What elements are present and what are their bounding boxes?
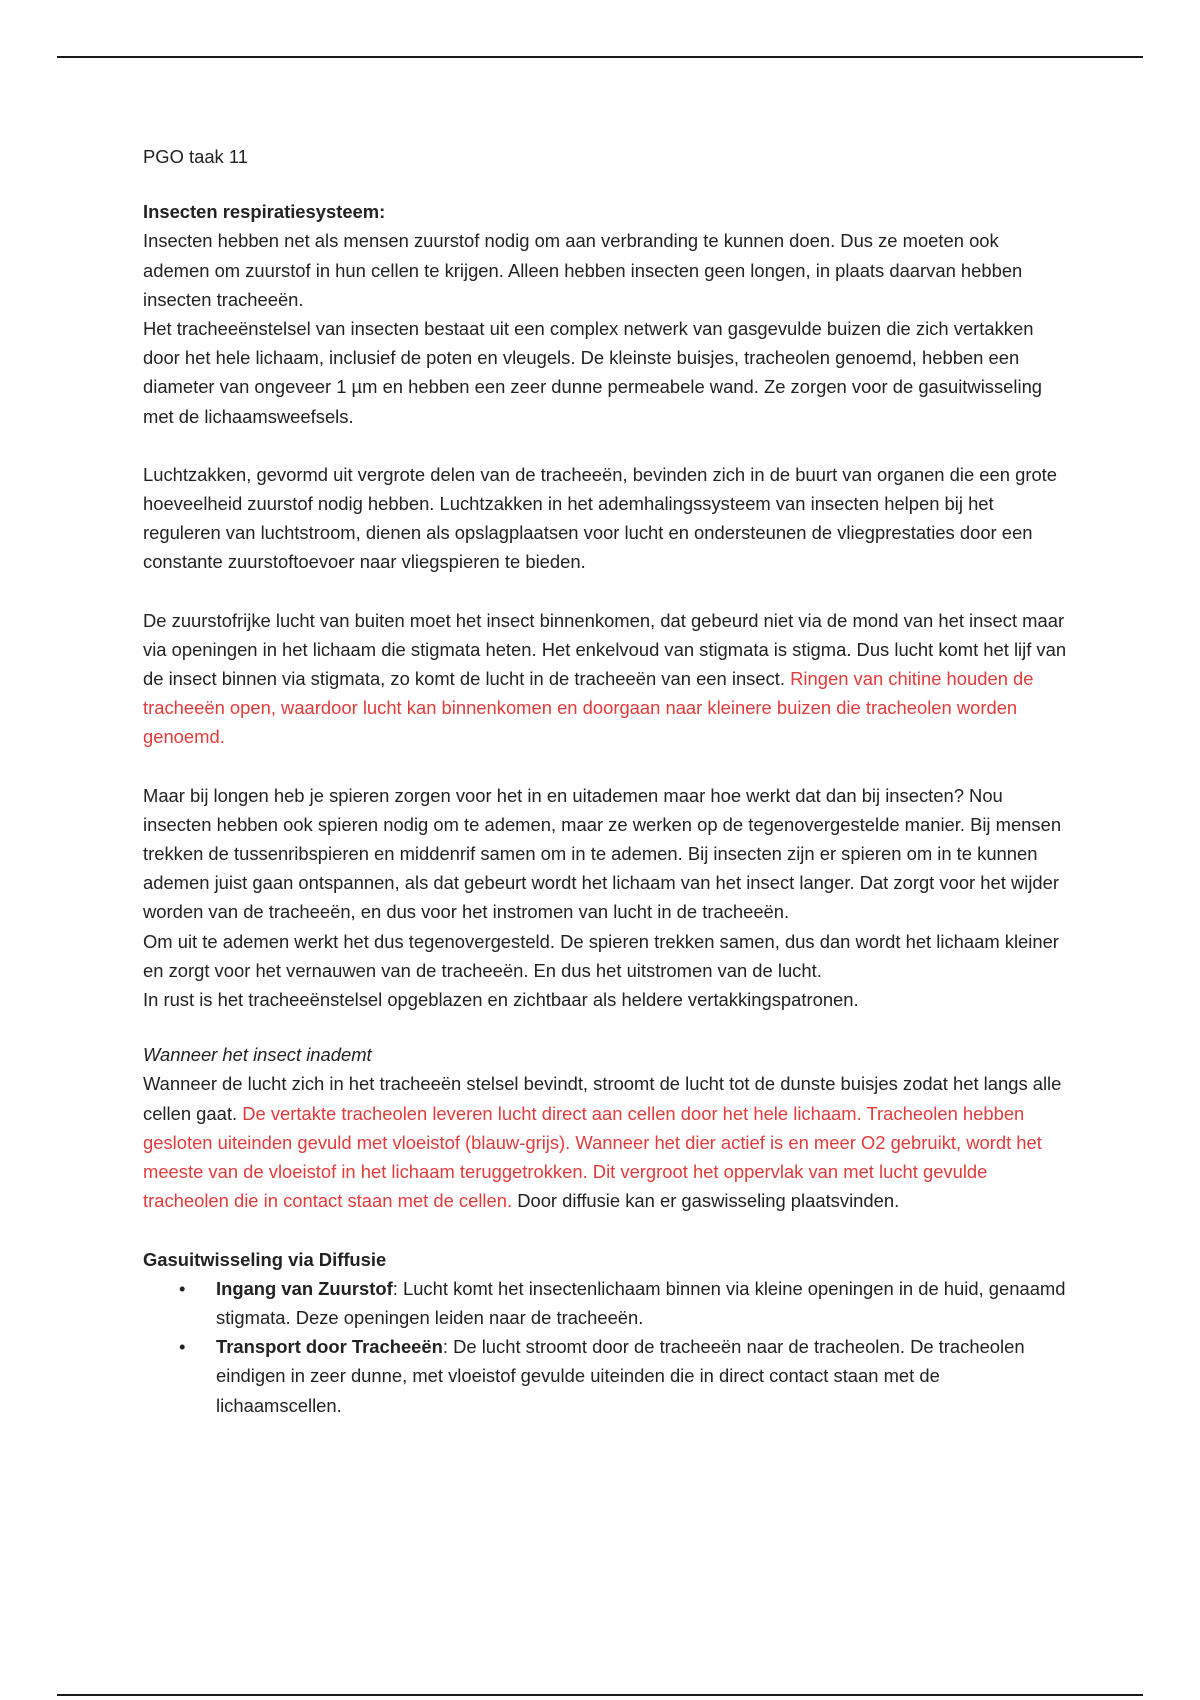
paragraph-exhale: Om uit te ademen werkt het dus tegenovergesteld. De spieren trekken samen, dus dan wordt het lichaam kleiner en zorgt voor het vernauwen van de tracheeën. En dus het uitstromen van de lucht. (143, 930, 1059, 981)
spacer (143, 1014, 1068, 1040)
document-title: PGO taak 11 (143, 146, 248, 167)
subheading-inhale: Wanneer het insect inademt (143, 1044, 372, 1066)
list-item (143, 1332, 1068, 1420)
header-rule (57, 56, 1143, 58)
list-item-text: : Lucht komt het insectenlichaam binnen via kleine openingen in de huid, genaamd stigmata. Deze openingen leiden naar de tracheeën. (216, 1277, 1066, 1328)
spacer (143, 577, 1068, 606)
paragraph-at-rest: In rust is het tracheeënstelsel opgeblazen en zichtbaar als heldere vertakkingspatronen. (143, 989, 859, 1011)
footer-rule (57, 1694, 1143, 1696)
paragraph-inhale (143, 1069, 1068, 1215)
paragraph-stigmata (143, 606, 1068, 752)
spacer (143, 752, 1068, 781)
spacer (143, 431, 1068, 460)
paragraph-tracheal-system: Het tracheeënstelsel van insecten bestaat uit een complex netwerk van gasgevulde buizen die zich vertakken door het hele lichaam, inclusief de poten en vleugels. De kleinste buisjes, tracheolen genoemd, hebben een diameter van ongeveer 1 µm en hebben een zeer dunne permeabele wand. Ze zorgen voor de gasuitwisseling met de lichaamsweefsels. (143, 318, 1043, 427)
spacer (143, 171, 1068, 197)
spacer (143, 1216, 1068, 1245)
paragraph-breathing-muscles: Maar bij longen heb je spieren zorgen voor het in en uitademen maar hoe werkt dat dan bij insecten? Nou insecten hebben ook spieren nodig om te ademen, maar ze werken op de tegenovergestelde manier. Bij mensen trekken de tussenribspieren en middenrif samen om in te ademen. Bij insecten zijn er spieren om in te kunnen ademen juist gaan ontspannen, als dat gebeurt wordt het lichaam van het insect langer. Dat zorgt voor het wijder worden van de tracheeën, en dus voor het instromen van lucht in de tracheeën. (143, 784, 1062, 923)
highlighted-text-chitin-rings: Ringen van chitine houden de tracheeën open, waardoor lucht kan binnenkomen en doorgaan naar kleinere buizen die tracheolen worden genoemd. (143, 668, 1034, 748)
list-item-term: Transport door Tracheeën (216, 1336, 443, 1358)
document-page (143, 142, 1068, 1420)
list-item-text: : De lucht stroomt door de tracheeën naar de tracheolen. De tracheolen eindigen in zeer dunne, met vloeistof gevulde uiteinden die in direct contact staan met de lichaamscellen. (216, 1336, 1025, 1416)
paragraph-air-sacs: Luchtzakken, gevormd uit vergrote delen van de tracheeën, bevinden zich in de buurt van organen die een grote hoeveelheid zuurstof nodig hebben. Luchtzakken in het ademhalingssysteem van insecten helpen bij het reguleren van luchtstroom, dienen als opslagplaatsen voor lucht en ondersteunen de vliegprestaties door een constante zuurstoftoevoer naar vliegspieren te bieden. (143, 463, 1058, 573)
inhale-text: Wanneer de lucht zich in het tracheeën stelsel bevindt, stroomt de lucht tot de dunste buisjes zodat het langs alle cellen gaat. (143, 1073, 1062, 1124)
paragraph-intro: Insecten hebben net als mensen zuurstof nodig om aan verbranding te kunnen doen. Dus ze moeten ook ademen om zuurstof in hun cellen te krijgen. Alleen hebben insecten geen longen, in plaats daarvan hebben insecten tracheeën. (143, 230, 1023, 310)
bullet-icon: • (179, 1277, 186, 1299)
stigmata-text: De zuurstofrijke lucht van buiten moet het insect binnenkomen, dat gebeurd niet via de mond van het insect maar via openingen in het lichaam die stigmata heten. Het enkelvoud van stigmata is stigma. Dus lucht komt het lijf van de insect binnen via stigmata, zo komt de lucht in de tracheeën van een insect. (143, 609, 1067, 690)
list-item-term: Ingang van Zuurstof (216, 1277, 393, 1299)
section-heading-gas-exchange: Gasuitwisseling via Diffusie (143, 1248, 387, 1270)
section-heading-respiratory-system: Insecten respiratiesysteem: (143, 201, 386, 223)
inhale-tail-text: Door diffusie kan er gaswisseling plaatsvinden. (517, 1190, 900, 1212)
list-item (143, 1274, 1068, 1332)
bullet-list-gas-exchange (143, 1274, 1068, 1420)
bullet-icon: • (179, 1336, 186, 1358)
highlighted-text-tracheoles: De vertakte tracheolen leveren lucht direct aan cellen door het hele lichaam. Tracheolen hebben gesloten uiteinden gevuld met vloeistof (blauw-grijs). Wanneer het dier actief is en meer O2 gebruikt, wordt het meeste van de vloeistof in het lichaam teruggetrokken. Dit vergroot het oppervlak van met lucht gevulde tracheolen die in contact staan met de cellen. (143, 1102, 1042, 1212)
